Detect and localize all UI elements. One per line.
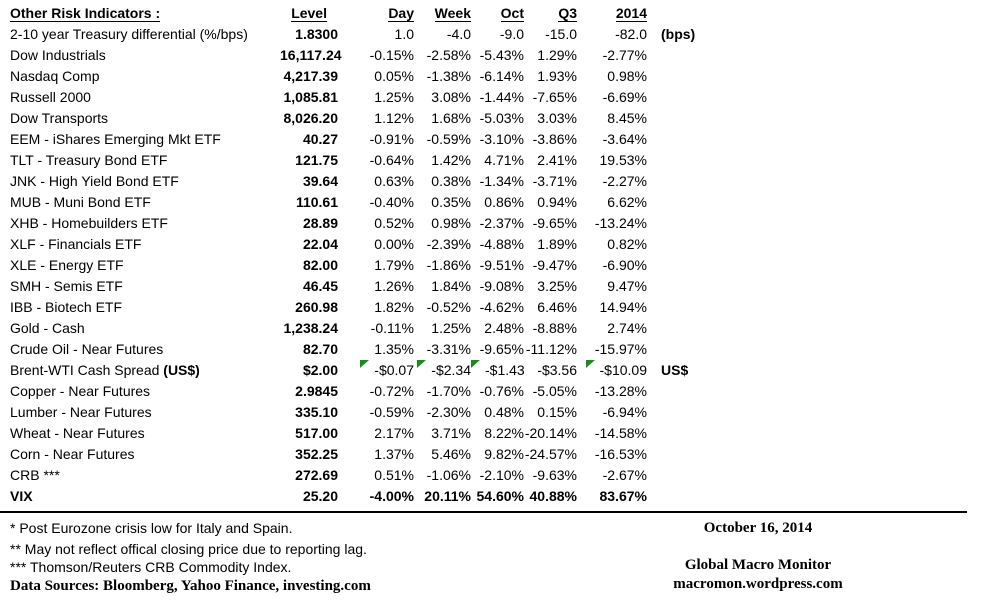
row-annotation [647,318,981,339]
footer [0,513,981,596]
cell-q3: 2.41% [537,152,577,168]
cell-yr2014: -13.24% [594,215,647,231]
cell-oct: 2.48% [484,320,524,336]
cell-yr2014: 14.94% [599,299,647,315]
cell-day: -0.15% [369,47,414,63]
cell-week: 1.42% [431,152,471,168]
row-label: XLF - Financials ETF [10,236,142,252]
excel-flag-icon [417,360,426,368]
cell-level: 46.45 [302,278,338,294]
cell-day: -0.40% [369,194,414,210]
table-row [0,360,981,381]
cell-yr2014: -2.67% [602,467,647,483]
row-annotation [647,192,981,213]
row-label: JNK - High Yield Bond ETF [10,173,179,189]
cell-level: 2.9845 [295,383,338,399]
cell-level: 16,117.24 [280,47,342,63]
cell-level: $2.00 [302,362,338,378]
cell-yr2014: 19.53% [599,152,647,168]
cell-q3: -9.65% [532,215,577,231]
table-row [0,381,981,402]
row-annotation [647,234,981,255]
column-header-2014: 2014 [615,5,647,21]
cell-week: 1.68% [431,110,471,126]
footnotes-block [0,513,608,596]
cell-oct: 54.60% [476,488,524,504]
cell-level: 517.00 [295,425,338,441]
row-label: Gold - Cash [10,320,85,336]
cell-week: -0.52% [426,299,471,315]
cell-oct: -4.62% [479,299,524,315]
table-row [0,24,981,45]
row-label: VIX [10,488,33,504]
excel-flag-icon [360,360,369,368]
row-label: EEM - iShares Emerging Mkt ETF [10,131,221,147]
table-row [0,255,981,276]
cell-oct: -5.43% [479,47,524,63]
cell-week: 5.46% [431,446,471,462]
row-annotation [647,486,981,507]
row-annotation [647,108,981,129]
cell-q3: -24.57% [524,446,577,462]
cell-yr2014: -2.27% [602,173,647,189]
footnote-3: *** Thomson/Reuters CRB Commodity Index. [10,559,292,575]
cell-week: -$2.34 [414,360,471,381]
cell-yr2014: -2.77% [602,47,647,63]
cell-q3: -9.47% [532,257,577,273]
cell-oct: -2.10% [479,467,524,483]
row-annotation [647,213,981,234]
row-label: XHB - Homebuilders ETF [10,215,168,231]
cell-q3: -5.05% [532,383,577,399]
row-label: XLE - Energy ETF [10,257,124,273]
table-row [0,129,981,150]
cell-oct: -3.10% [479,131,524,147]
cell-week: 3.71% [431,425,471,441]
cell-day: 2.17% [374,425,414,441]
cell-yr2014: -15.97% [594,341,647,357]
cell-level: 25.20 [302,488,338,504]
row-annotation [647,444,981,465]
row-label: Lumber - Near Futures [10,404,152,420]
cell-day: 1.12% [374,110,414,126]
cell-week: -1.86% [426,257,471,273]
row-label: Brent-WTI Cash Spread (US$) [10,362,200,378]
cell-week: -1.06% [426,467,471,483]
cell-oct: -1.44% [479,89,524,105]
table-row [0,234,981,255]
cell-level: 1,238.24 [283,320,338,336]
data-sources-line: Data Sources: Bloomberg, Yahoo Finance, investing.com [10,578,371,594]
cell-level: 4,217.39 [283,68,338,84]
row-annotation [647,297,981,318]
cell-yr2014: -6.94% [602,404,647,420]
cell-oct: -4.88% [479,236,524,252]
row-label: Nasdaq Comp [10,68,100,84]
footer-right-block [608,513,908,595]
row-label: Copper - Near Futures [10,383,151,399]
table-row [0,402,981,423]
table-row [0,339,981,360]
cell-level: 22.04 [302,236,338,252]
cell-level: 39.64 [302,173,338,189]
column-header-day: Day [388,5,414,21]
row-label: Russell 2000 [10,89,91,105]
cell-yr2014: 83.67% [599,488,647,504]
row-label: Dow Transports [10,110,109,126]
cell-oct: 9.82% [484,446,524,462]
cell-week: -1.38% [426,68,471,84]
table-row [0,276,981,297]
cell-yr2014: 2.74% [607,320,647,336]
cell-day: -0.64% [369,152,414,168]
cell-q3: 1.29% [537,47,577,63]
cell-q3: -$3.56 [537,362,577,378]
cell-q3: -15.0 [545,26,577,42]
table-row [0,66,981,87]
cell-week: -2.39% [426,236,471,252]
excel-flag-icon [471,360,480,368]
header-row [0,3,981,24]
cell-yr2014: -82.0 [615,26,647,42]
row-annotation: (bps) [661,26,696,42]
cell-yr2014: 9.47% [607,278,647,294]
row-annotation [647,339,981,360]
cell-day: 1.26% [374,278,414,294]
cell-week: 1.84% [431,278,471,294]
cell-q3: -9.63% [532,467,577,483]
cell-q3: 1.89% [537,236,577,252]
cell-week: 1.25% [431,320,471,336]
cell-level: 335.10 [295,404,338,420]
cell-oct: 0.86% [484,194,524,210]
cell-oct: -9.51% [479,257,524,273]
row-annotation [647,276,981,297]
row-annotation [647,402,981,423]
table-row [0,87,981,108]
cell-oct: -5.03% [479,110,524,126]
cell-q3: 0.15% [537,404,577,420]
cell-day: 0.63% [374,173,414,189]
row-annotation [647,381,981,402]
cell-yr2014: -14.58% [594,425,647,441]
cell-oct: 0.48% [484,404,524,420]
cell-oct: -$1.43 [471,360,524,381]
table-row [0,465,981,486]
cell-level: 260.98 [295,299,338,315]
cell-level: 272.69 [295,467,338,483]
cell-level: 40.27 [302,131,338,147]
risk-indicators-table [0,3,981,507]
cell-day: 0.05% [374,68,414,84]
cell-level: 121.75 [295,152,338,168]
cell-yr2014: -$10.09 [577,360,647,381]
cell-oct: -6.14% [479,68,524,84]
cell-oct: -9.0 [499,26,524,42]
row-annotation: US$ [661,362,689,378]
row-annotation [647,150,981,171]
row-label: Crude Oil - Near Futures [10,341,164,357]
cell-day: 0.52% [374,215,414,231]
cell-yr2014: 8.45% [607,110,647,126]
row-annotation [647,171,981,192]
cell-yr2014: 6.62% [607,194,647,210]
table-row [0,192,981,213]
cell-yr2014: 0.82% [607,236,647,252]
column-header-oct: Oct [500,5,524,21]
cell-oct: 4.71% [484,152,524,168]
cell-level: 1.8300 [295,26,338,42]
column-header-level: Level [291,5,327,21]
cell-day: 0.51% [374,467,414,483]
cell-day: -0.91% [369,131,414,147]
row-annotation [647,423,981,444]
cell-day: 1.25% [374,89,414,105]
cell-q3: -3.86% [532,131,577,147]
table-row [0,318,981,339]
row-annotation [647,45,981,66]
cell-q3: -11.12% [525,341,577,357]
column-header-spacer [647,3,981,24]
cell-week: -3.31% [426,341,471,357]
column-header-week: Week [434,5,471,21]
cell-q3: -3.71% [532,173,577,189]
row-label: 2-10 year Treasury differential (%/bps) [10,26,248,42]
footnote-2: ** May not reflect offical closing price due to reporting lag. [10,541,367,557]
cell-day: 1.79% [374,257,414,273]
cell-q3: 3.03% [537,110,577,126]
column-header-q3: Q3 [558,5,577,21]
cell-q3: -8.88% [532,320,577,336]
cell-week: -0.59% [426,131,471,147]
cell-week: -2.58% [426,47,471,63]
cell-oct: -0.76% [479,383,524,399]
cell-oct: -1.34% [479,173,524,189]
table-row [0,171,981,192]
row-annotation [647,66,981,87]
cell-day: -4.00% [369,488,414,504]
table-row [0,213,981,234]
cell-day: -0.11% [370,320,414,336]
cell-oct: -9.65% [479,341,524,357]
cell-yr2014: -16.53% [594,446,647,462]
report-date: October 16, 2014 [703,520,813,536]
website-url: macromon.wordpress.com [673,576,843,592]
table-row [0,444,981,465]
cell-week: 0.98% [431,215,471,231]
table-row [0,108,981,129]
table-row [0,297,981,318]
row-label: SMH - Semis ETF [10,278,123,294]
cell-day: -0.72% [369,383,414,399]
row-label: Wheat - Near Futures [10,425,145,441]
publication-name: Global Macro Monitor [684,557,832,573]
excel-flag-icon [586,360,595,368]
cell-week: -4.0 [446,26,471,42]
cell-yr2014: 0.98% [607,68,647,84]
cell-oct: -9.08% [479,278,524,294]
table-body [0,24,981,507]
row-label: Dow Industrials [10,47,106,63]
cell-level: 110.61 [295,194,338,210]
cell-level: 28.89 [302,215,338,231]
cell-yr2014: -3.64% [602,131,647,147]
cell-day: -$0.07 [338,360,414,381]
row-annotation [647,255,981,276]
cell-q3: -20.14% [524,425,577,441]
cell-day: 1.37% [374,446,414,462]
row-label: IBB - Biotech ETF [10,299,123,315]
cell-level: 8,026.20 [283,110,338,126]
row-label: TLT - Treasury Bond ETF [10,152,168,168]
cell-level: 352.25 [295,446,338,462]
cell-day: 1.0 [394,26,414,42]
row-label: Corn - Near Futures [10,446,135,462]
table-row [0,423,981,444]
table-row [0,486,981,507]
table-title: Other Risk Indicators : [10,5,161,21]
cell-week: 0.38% [431,173,471,189]
row-annotation [647,465,981,486]
cell-day: -0.59% [369,404,414,420]
cell-week: 3.08% [431,89,471,105]
row-annotation [647,87,981,108]
table-row [0,150,981,171]
cell-q3: 3.25% [537,278,577,294]
cell-q3: 1.93% [537,68,577,84]
cell-yr2014: -13.28% [594,383,647,399]
cell-level: 82.00 [302,257,338,273]
cell-level: 82.70 [302,341,338,357]
cell-day: 1.82% [374,299,414,315]
cell-q3: 6.46% [537,299,577,315]
table-row [0,45,981,66]
row-label: CRB *** [10,467,60,483]
cell-q3: 40.88% [529,488,577,504]
row-label-bold-part: (US$) [163,362,200,378]
row-annotation [647,129,981,150]
footnote-1: * Post Eurozone crisis low for Italy and Spain. [10,520,293,536]
cell-week: 20.11% [424,488,471,504]
cell-level: 1,085.81 [283,89,338,105]
cell-q3: -7.65% [532,89,577,105]
cell-oct: 8.22% [484,425,524,441]
cell-day: 0.00% [374,236,414,252]
cell-q3: 0.94% [537,194,577,210]
cell-week: -1.70% [426,383,471,399]
cell-week: -2.30% [426,404,471,420]
row-label: MUB - Muni Bond ETF [10,194,151,210]
cell-week: 0.35% [431,194,471,210]
cell-day: 1.35% [374,341,414,357]
cell-oct: -2.37% [479,215,524,231]
cell-yr2014: -6.90% [602,257,647,273]
cell-yr2014: -6.69% [602,89,647,105]
